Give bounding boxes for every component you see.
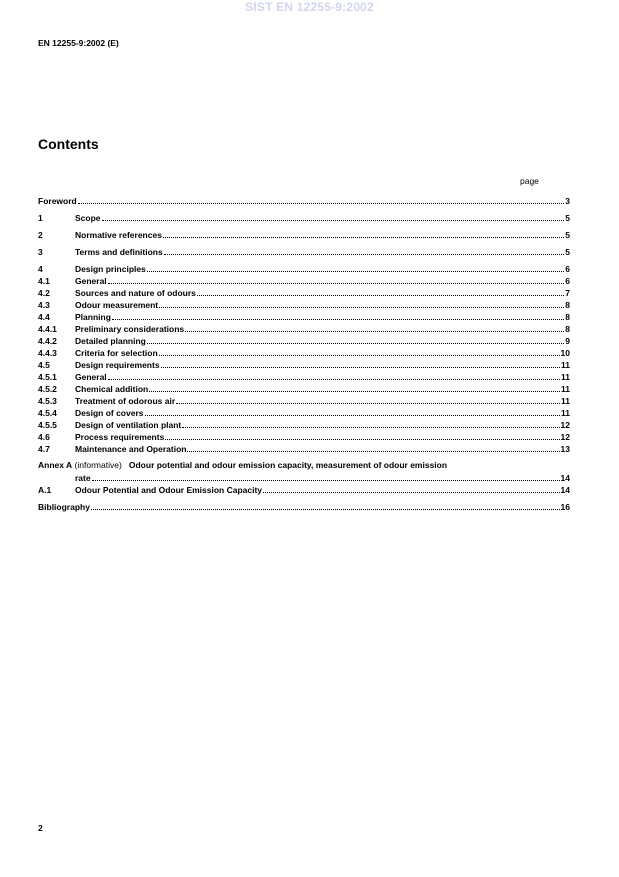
watermark: SIST EN 12255-9:2002 (245, 0, 374, 14)
toc-entry-title: Odour measurement (75, 300, 159, 310)
toc-entry-number: A.1 (38, 485, 52, 495)
toc-entry[interactable] (38, 442, 570, 454)
document-id: EN 12255-9:2002 (E) (38, 38, 119, 48)
dot-leader (145, 406, 561, 416)
page-number: 2 (38, 823, 43, 833)
toc-entry-page: 12 (560, 420, 570, 430)
toc-entry[interactable] (38, 358, 570, 370)
toc-entry-title: Preliminary considerations (75, 324, 185, 334)
dot-leader (91, 500, 560, 510)
toc-entry[interactable] (38, 406, 570, 418)
toc-entry[interactable] (38, 346, 570, 358)
dot-leader (159, 298, 564, 308)
toc-entry[interactable] (38, 274, 570, 286)
dot-leader (112, 310, 564, 320)
toc-entry-title: Design of ventilation plant (75, 420, 182, 430)
page-column-label: page (520, 176, 539, 186)
annex-title-line1: Odour potential and odour emission capacity, measurement of odour emission (128, 460, 448, 470)
toc-entry-page: 6 (565, 264, 570, 274)
toc-annex-entry[interactable] (38, 459, 570, 471)
dot-leader (78, 194, 565, 204)
toc-entry[interactable] (38, 194, 570, 206)
annex-label: Annex A (38, 460, 73, 470)
toc-entry-number: 4.2 (38, 288, 50, 298)
dot-leader (108, 274, 565, 284)
annex-page: 14 (560, 473, 570, 483)
dot-leader (159, 346, 560, 356)
toc-entry-page: 6 (565, 276, 570, 286)
dot-leader (102, 211, 565, 221)
toc-entry-title: Design principles (75, 264, 146, 274)
toc-entry-number: 4.4 (38, 312, 50, 322)
toc-entry[interactable] (38, 310, 570, 322)
toc-entry-number: 3 (38, 247, 43, 257)
toc-entry-page: 8 (565, 300, 570, 310)
dot-leader (147, 334, 564, 344)
dot-leader (163, 228, 564, 238)
toc-entry[interactable] (38, 286, 570, 298)
toc-annex-entry-continued[interactable] (38, 471, 570, 483)
table-of-contents (38, 194, 570, 512)
toc-entry-page: 9 (565, 336, 570, 346)
dot-leader (147, 262, 564, 272)
toc-entry-title: Foreword (38, 196, 77, 206)
toc-entry-page: 5 (565, 230, 570, 240)
toc-entry-number: 4.5.5 (38, 420, 57, 430)
toc-entry-number: 1 (38, 213, 43, 223)
toc-entry-title: Design requirements (75, 360, 160, 370)
toc-entry[interactable] (38, 418, 570, 430)
dot-leader (92, 471, 560, 481)
toc-entry[interactable] (38, 500, 570, 512)
toc-entry-title: Detailed planning (75, 336, 146, 346)
toc-entry-page: 11 (561, 360, 570, 370)
toc-entry[interactable] (38, 382, 570, 394)
toc-entry-title: Process requirements (75, 432, 165, 442)
dot-leader (182, 418, 559, 428)
toc-entry-number: 4.5.4 (38, 408, 57, 418)
toc-entry-title: Normative references (75, 230, 162, 240)
toc-entry-page: 8 (565, 324, 570, 334)
toc-main-entries (38, 194, 570, 454)
toc-entry-number: 4.1 (38, 276, 50, 286)
toc-entry-page: 5 (565, 247, 570, 257)
toc-entry-title: Criteria for selection (75, 348, 158, 358)
toc-entry-number: 4.5.2 (38, 384, 57, 394)
toc-entry-page: 11 (561, 408, 570, 418)
toc-entry-number: 2 (38, 230, 43, 240)
toc-entry-number: 4.5.1 (38, 372, 57, 382)
toc-entry-title: Terms and definitions (75, 247, 163, 257)
toc-entry-page: 5 (565, 213, 570, 223)
toc-entry-page: 16 (560, 502, 570, 512)
toc-entry[interactable] (38, 483, 570, 495)
toc-entry-title: General (75, 276, 107, 286)
toc-entry[interactable] (38, 430, 570, 442)
toc-entry-title: Scope (75, 213, 101, 223)
dot-leader (197, 286, 564, 296)
toc-entry-page: 11 (561, 384, 570, 394)
toc-entry-number: 4.4.2 (38, 336, 57, 346)
toc-entry[interactable] (38, 322, 570, 334)
toc-entry-number: 4.6 (38, 432, 50, 442)
toc-after-entries (38, 483, 570, 512)
toc-entry-title: Odour Potential and Odour Emission Capacity (75, 485, 263, 495)
toc-entry[interactable] (38, 211, 570, 223)
toc-entry-number: 4.5.3 (38, 396, 57, 406)
toc-entry[interactable] (38, 298, 570, 310)
dot-leader (149, 382, 560, 392)
toc-entry-page: 10 (560, 348, 570, 358)
toc-entry[interactable] (38, 228, 570, 240)
toc-entry-title: Sources and nature of odours (75, 288, 196, 298)
dot-leader (187, 442, 559, 452)
annex-informative: (informative) (74, 460, 122, 470)
dot-leader (161, 358, 560, 368)
toc-entry-number: 4.4.1 (38, 324, 57, 334)
toc-entry-title: Planning (75, 312, 111, 322)
page-title: Contents (38, 136, 99, 152)
toc-entry-title: Design of covers (75, 408, 144, 418)
dot-leader (176, 394, 560, 404)
toc-entry-page: 14 (560, 485, 570, 495)
toc-entry-page: 3 (565, 196, 570, 206)
toc-entry-page: 11 (561, 372, 570, 382)
toc-entry-page: 13 (560, 444, 570, 454)
toc-entry-number: 4 (38, 264, 43, 274)
toc-entry-title: Bibliography (38, 502, 90, 512)
dot-leader (263, 483, 560, 493)
toc-entry-title: Chemical addition (75, 384, 149, 394)
toc-entry-number: 4.5 (38, 360, 50, 370)
toc-entry-number: 4.7 (38, 444, 50, 454)
toc-entry-page: 12 (560, 432, 570, 442)
toc-entry[interactable] (38, 334, 570, 346)
toc-entry[interactable] (38, 245, 570, 257)
toc-entry[interactable] (38, 370, 570, 382)
toc-entry[interactable] (38, 262, 570, 274)
toc-entry-page: 7 (565, 288, 570, 298)
toc-entry-title: Maintenance and Operation (75, 444, 187, 454)
toc-entry-number: 4.4.3 (38, 348, 57, 358)
toc-entry[interactable] (38, 394, 570, 406)
dot-leader (164, 245, 565, 255)
dot-leader (185, 322, 564, 332)
dot-leader (165, 430, 559, 440)
toc-entry-title: Treatment of odorous air (75, 396, 176, 406)
toc-entry-page: 8 (565, 312, 570, 322)
toc-entry-number: 4.3 (38, 300, 50, 310)
toc-entry-page: 11 (561, 396, 570, 406)
annex-title-line2: rate (75, 473, 91, 483)
dot-leader (108, 370, 560, 380)
toc-entry-title: General (75, 372, 107, 382)
